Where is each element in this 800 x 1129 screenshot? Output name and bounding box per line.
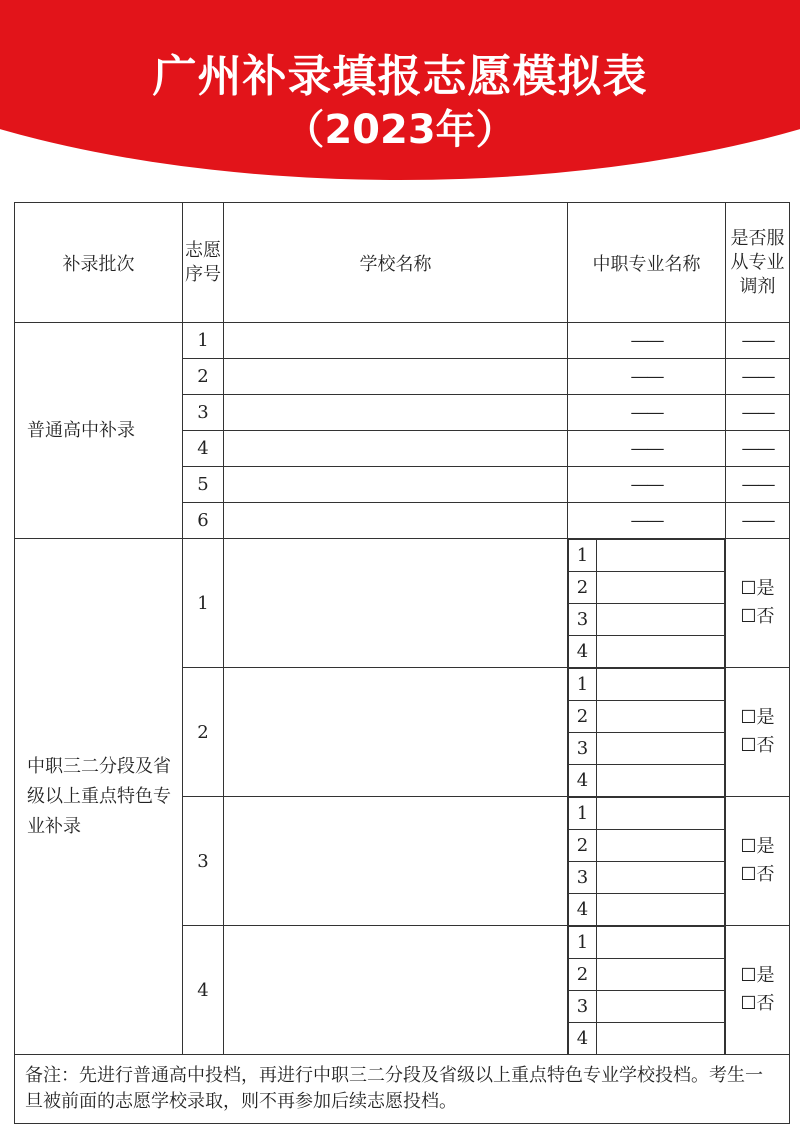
major-number: 4 (569, 636, 597, 667)
school-name-field[interactable] (224, 926, 568, 1055)
general-high-school-section (15, 323, 790, 539)
major-number: 1 (569, 798, 597, 830)
choice-number: 3 (183, 797, 224, 926)
page-title: 广州补录填报志愿模拟表 (152, 51, 648, 102)
choice-number: 4 (183, 431, 224, 467)
header-adjust: 是否服从专业调剂 (726, 203, 790, 323)
major-list (568, 926, 726, 1055)
adjust-no-checkbox[interactable]: ☐否 (740, 864, 775, 885)
note-row (15, 1055, 790, 1124)
major-not-applicable: —— (568, 431, 726, 467)
choice-number: 1 (183, 539, 224, 668)
table-header-row (15, 203, 790, 323)
adjust-not-applicable: —— (726, 323, 790, 359)
major-name-field[interactable] (597, 636, 725, 667)
choice-number: 4 (183, 926, 224, 1055)
adjust-not-applicable: —— (726, 467, 790, 503)
adjust-not-applicable: —— (726, 503, 790, 539)
major-row (569, 765, 725, 796)
adjust-options (726, 668, 790, 797)
major-not-applicable: —— (568, 395, 726, 431)
adjust-yes-checkbox[interactable]: ☐是 (740, 965, 775, 986)
batch-label-vocational: 中职三二分段及省级以上重点特色专业补录 (15, 539, 183, 1055)
adjust-not-applicable: —— (726, 431, 790, 467)
adjust-no-checkbox[interactable]: ☐否 (740, 993, 775, 1014)
major-name-field[interactable] (597, 894, 725, 925)
major-name-field[interactable] (597, 798, 725, 830)
major-number: 3 (569, 862, 597, 894)
school-name-field[interactable] (224, 359, 568, 395)
major-not-applicable: —— (568, 503, 726, 539)
adjust-yes-checkbox[interactable]: ☐是 (740, 707, 775, 728)
school-name-field[interactable] (224, 323, 568, 359)
major-row (569, 862, 725, 894)
major-row (569, 604, 725, 636)
choice-number: 3 (183, 395, 224, 431)
major-name-field[interactable] (597, 927, 725, 959)
adjust-options (726, 926, 790, 1055)
choice-number: 2 (183, 359, 224, 395)
school-name-field[interactable] (224, 431, 568, 467)
major-number: 4 (569, 1023, 597, 1054)
major-name-field[interactable] (597, 604, 725, 636)
major-row (569, 927, 725, 959)
major-row (569, 798, 725, 830)
header-banner (0, 0, 800, 190)
choice-number: 6 (183, 503, 224, 539)
major-row (569, 894, 725, 925)
major-name-field[interactable] (597, 1023, 725, 1054)
major-number: 2 (569, 959, 597, 991)
table-row (15, 323, 790, 359)
major-row (569, 669, 725, 701)
adjust-options (726, 797, 790, 926)
major-row (569, 959, 725, 991)
major-number: 1 (569, 540, 597, 572)
major-number: 2 (569, 830, 597, 862)
page-subtitle: （2023年） (284, 107, 516, 153)
major-not-applicable: —— (568, 323, 726, 359)
major-number: 3 (569, 733, 597, 765)
major-row (569, 1023, 725, 1054)
application-form-table (14, 202, 790, 1124)
adjust-no-checkbox[interactable]: ☐否 (740, 606, 775, 627)
major-name-field[interactable] (597, 540, 725, 572)
vocational-section (15, 539, 790, 1055)
major-number: 2 (569, 572, 597, 604)
major-number: 4 (569, 894, 597, 925)
major-row (569, 701, 725, 733)
adjust-not-applicable: —— (726, 395, 790, 431)
major-name-field[interactable] (597, 862, 725, 894)
adjust-not-applicable: —— (726, 359, 790, 395)
school-name-field[interactable] (224, 395, 568, 431)
school-name-field[interactable] (224, 503, 568, 539)
major-not-applicable: —— (568, 467, 726, 503)
major-list (568, 539, 726, 668)
choice-number: 1 (183, 323, 224, 359)
note-text: 备注：先进行普通高中投档，再进行中职三二分段及省级以上重点特色专业学校投档。考生一旦被前面的志愿学校录取，则不再参加后续志愿投档。 (15, 1055, 790, 1124)
school-name-field[interactable] (224, 539, 568, 668)
header-order: 志愿序号 (183, 203, 224, 323)
batch-label-general: 普通高中补录 (15, 323, 183, 539)
major-name-field[interactable] (597, 830, 725, 862)
major-name-field[interactable] (597, 669, 725, 701)
major-name-field[interactable] (597, 733, 725, 765)
header-school: 学校名称 (224, 203, 568, 323)
major-number: 3 (569, 604, 597, 636)
major-number: 1 (569, 927, 597, 959)
major-row (569, 540, 725, 572)
major-list (568, 668, 726, 797)
school-name-field[interactable] (224, 467, 568, 503)
major-row (569, 636, 725, 667)
table-row (15, 539, 790, 668)
major-not-applicable: —— (568, 359, 726, 395)
major-name-field[interactable] (597, 959, 725, 991)
major-number: 3 (569, 991, 597, 1023)
header-major: 中职专业名称 (568, 203, 726, 323)
major-name-field[interactable] (597, 991, 725, 1023)
school-name-field[interactable] (224, 797, 568, 926)
major-name-field[interactable] (597, 572, 725, 604)
major-row (569, 991, 725, 1023)
major-number: 1 (569, 669, 597, 701)
major-name-field[interactable] (597, 765, 725, 796)
choice-number: 5 (183, 467, 224, 503)
choice-number: 2 (183, 668, 224, 797)
major-row (569, 830, 725, 862)
major-row (569, 733, 725, 765)
major-list (568, 797, 726, 926)
adjust-yes-checkbox[interactable]: ☐是 (740, 578, 775, 599)
major-name-field[interactable] (597, 701, 725, 733)
adjust-options (726, 539, 790, 668)
major-row (569, 572, 725, 604)
adjust-yes-checkbox[interactable]: ☐是 (740, 836, 775, 857)
school-name-field[interactable] (224, 668, 568, 797)
header-batch: 补录批次 (15, 203, 183, 323)
major-number: 4 (569, 765, 597, 796)
major-number: 2 (569, 701, 597, 733)
adjust-no-checkbox[interactable]: ☐否 (740, 735, 775, 756)
